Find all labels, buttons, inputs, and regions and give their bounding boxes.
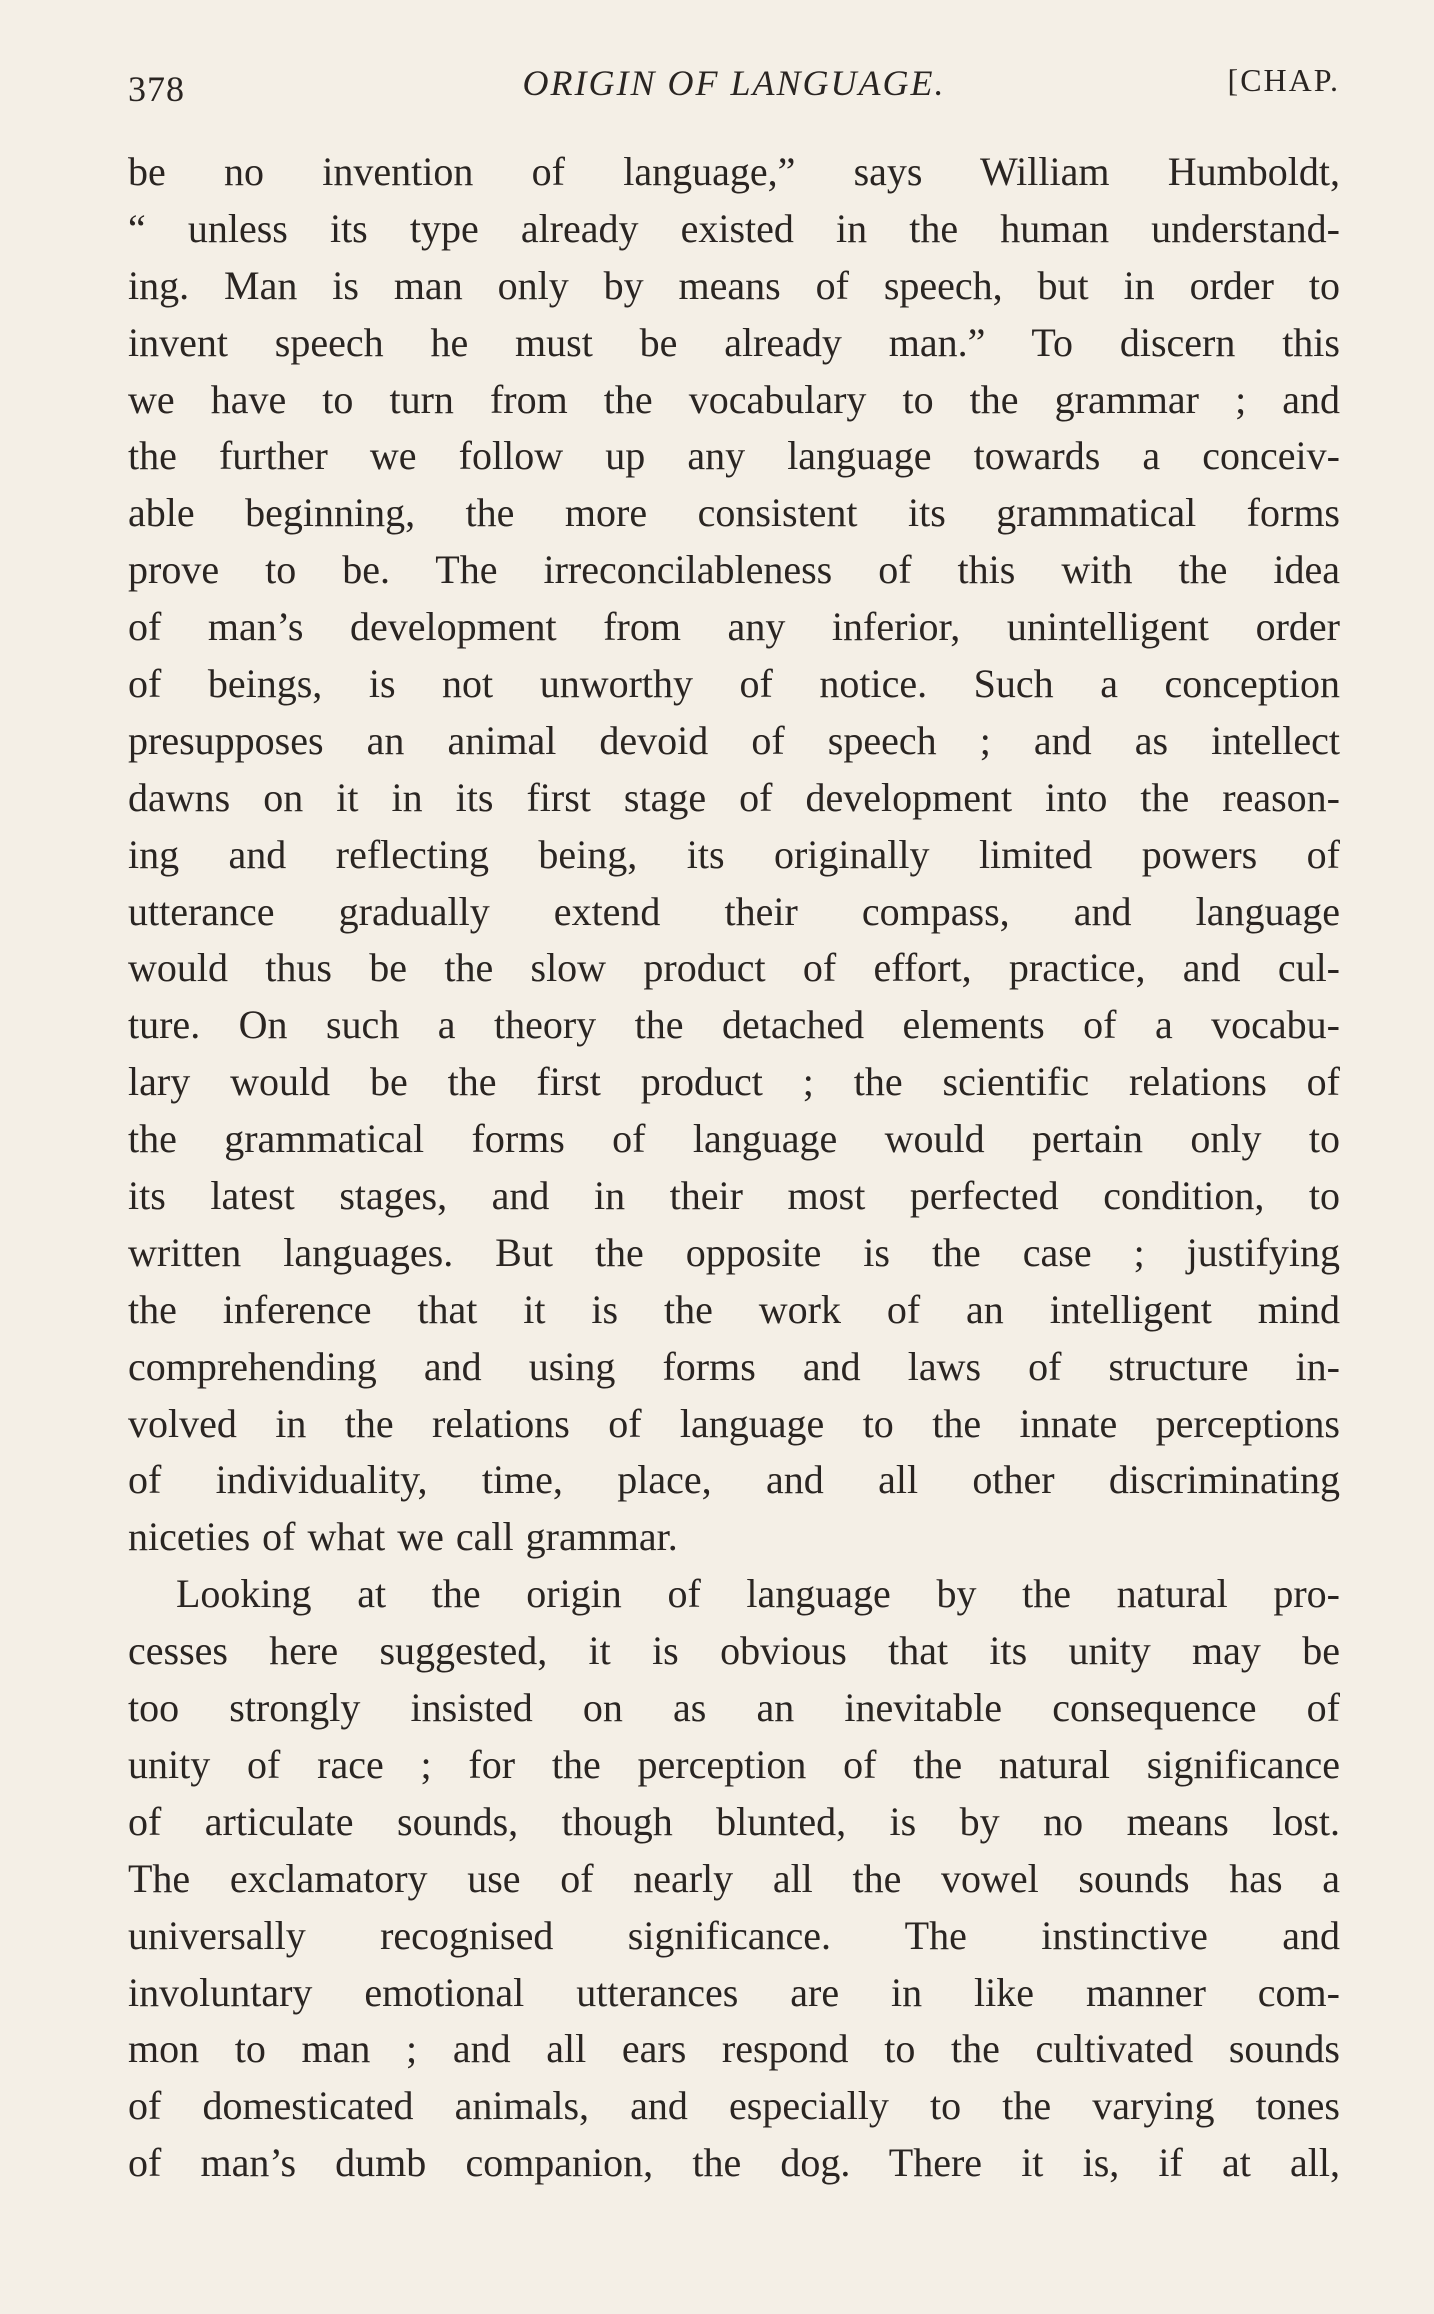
text-line: ing. Man is man only by means of speech, but in order to (128, 262, 1340, 308)
text-line: able beginning, the more consistent its grammatical forms (128, 490, 1340, 536)
text-line: utterance gradually extend their compass, and language (128, 888, 1340, 934)
text-line: of beings, is not unworthy of notice. Such a conception (128, 661, 1340, 707)
text-line: involuntary emotional utterances are in like manner com- (128, 1969, 1340, 2015)
running-title: ORIGIN OF LANGUAGE. (522, 63, 946, 103)
text-line: of individuality, time, place, and all other discriminating (128, 1457, 1340, 1503)
text-line: “ unless its type already existed in the human understand- (128, 205, 1340, 251)
text-line: universally recognised significance. The instinctive and (128, 1912, 1340, 1958)
text-line: the grammatical forms of language would pertain only to (128, 1116, 1340, 1162)
text-line: of man’s development from any inferior, unintelligent order (128, 604, 1340, 650)
text-line: we have to turn from the vocabulary to the grammar ; and (128, 376, 1340, 422)
text-line: unity of race ; for the perception of the natural significance (128, 1741, 1340, 1787)
text-line: of articulate sounds, though blunted, is by no means lost. (128, 1798, 1340, 1844)
text-line: ing and reflecting being, its originally limited powers of (128, 831, 1340, 877)
text-line: lary would be the first product ; the scientific relations of (128, 1059, 1340, 1105)
text-line: ture. On such a theory the detached elements of a vocabu- (128, 1002, 1340, 1048)
running-head (128, 62, 1340, 122)
text-line: volved in the relations of language to the innate perceptions (128, 1400, 1340, 1446)
paragraph-last-line: niceties of what we call grammar. (128, 1514, 678, 1560)
text-line: its latest stages, and in their most perfected condition, to (128, 1173, 1340, 1219)
page-number: 378 (128, 69, 185, 109)
text-line: prove to be. The irreconcilableness of this with the idea (128, 547, 1340, 593)
chapter-mark: [CHAP. (1227, 62, 1340, 98)
text-line: dawns on it in its first stage of development into the reason- (128, 774, 1340, 820)
text-line: comprehending and using forms and laws of structure in- (128, 1343, 1340, 1389)
paragraph-first-line: Looking at the origin of language by the natural pro- (176, 1571, 1340, 1617)
text-line: the further we follow up any language towards a conceiv- (128, 433, 1340, 479)
text-line: invent speech he must be already man.” To discern this (128, 319, 1340, 365)
text-line: written languages. But the opposite is the case ; justifying (128, 1229, 1340, 1275)
text-line: cesses here suggested, it is obvious that its unity may be (128, 1628, 1340, 1674)
text-line: presupposes an animal devoid of speech ; and as intellect (128, 717, 1340, 763)
text-line: too strongly insisted on as an inevitable consequence of (128, 1685, 1340, 1731)
text-line: the inference that it is the work of an intelligent mind (128, 1286, 1340, 1332)
body-text (128, 144, 1340, 2192)
text-line: of domesticated animals, and especially to the varying tones (128, 2083, 1340, 2129)
text-line: mon to man ; and all ears respond to the cultivated sounds (128, 2026, 1340, 2072)
text-line: of man’s dumb companion, the dog. There it is, if at all, (128, 2140, 1340, 2186)
text-line: The exclamatory use of nearly all the vowel sounds has a (128, 1855, 1340, 1901)
text-line: would thus be the slow product of effort, practice, and cul- (128, 945, 1340, 991)
text-line: be no invention of language,” says William Humboldt, (128, 149, 1340, 194)
